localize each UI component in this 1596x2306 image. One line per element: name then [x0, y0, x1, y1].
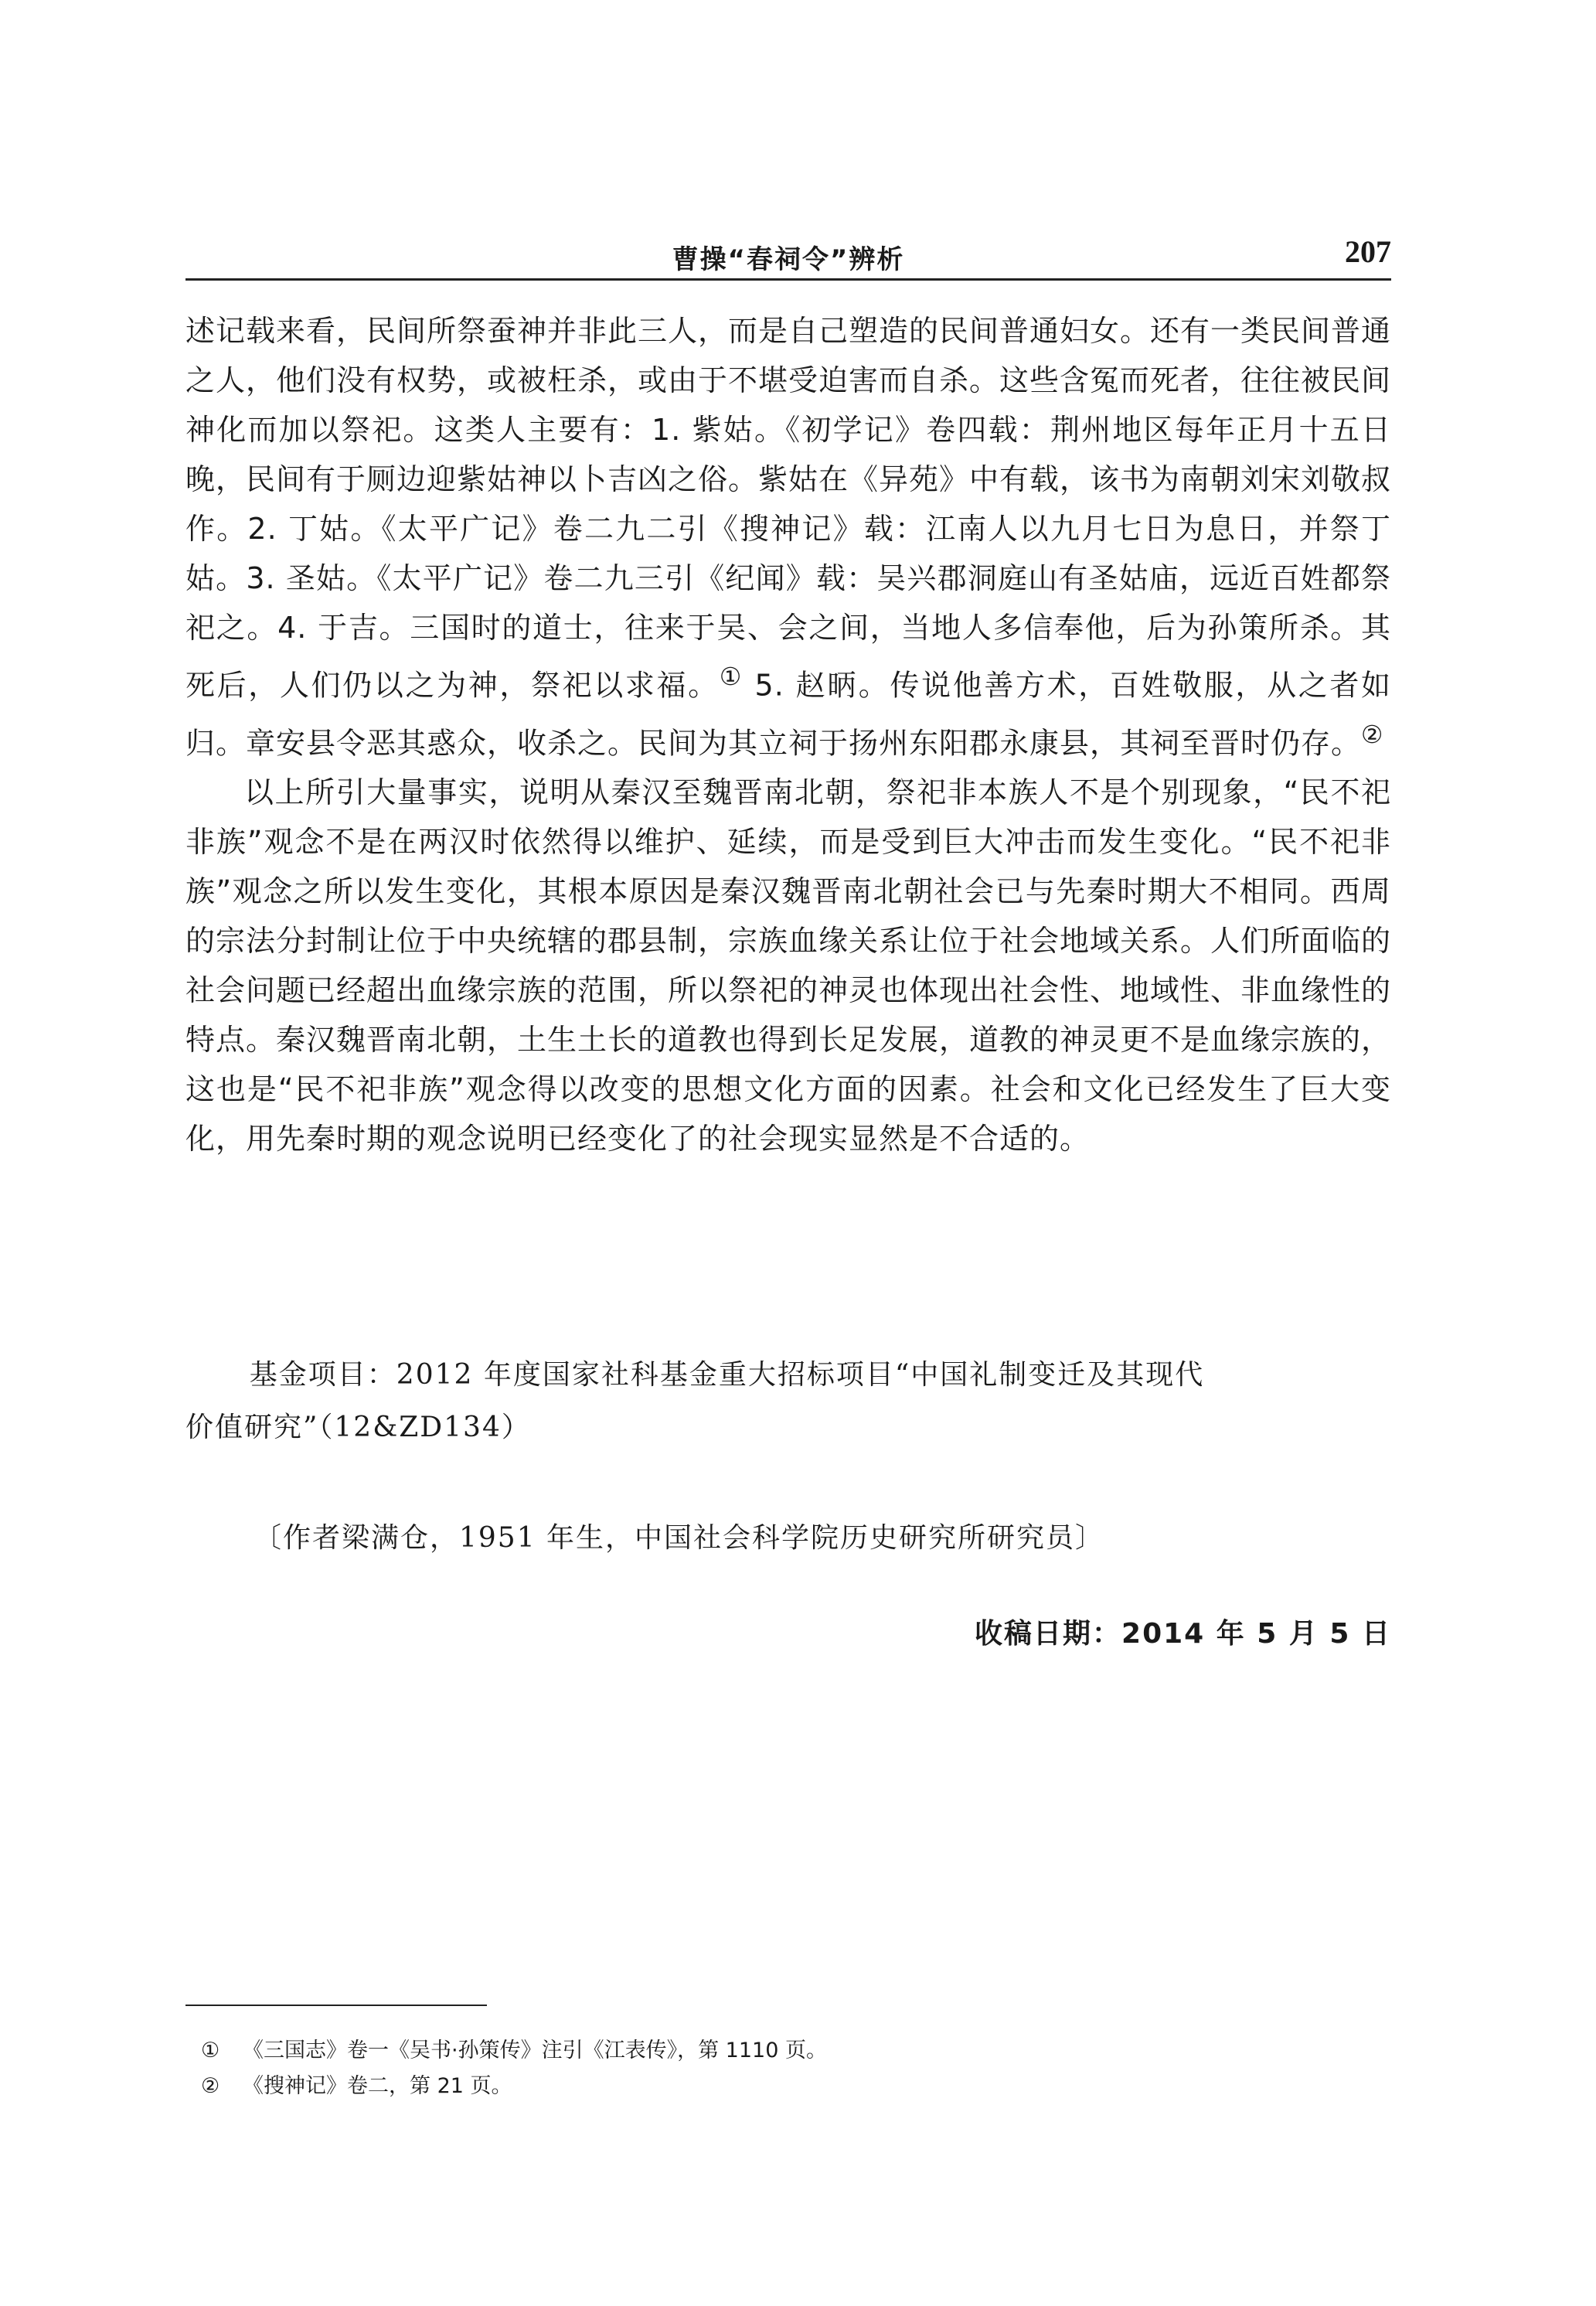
footnote-2-mark: ②: [201, 2074, 220, 2098]
fund-note-line-2: 价值研究”（12&ZD134）: [185, 1412, 531, 1443]
running-head: [185, 230, 1391, 281]
footnote-2: [201, 2069, 1360, 2104]
paragraph-1-continued: 5. 赵昞。传说他善方术，百姓敬服，从之者如归。章安县令恶其惑众，收杀之。民间为其立祠于扬州东阳郡永康县，其祠至晋时仍存。: [185, 668, 1391, 761]
footnote-1: [201, 2033, 1360, 2069]
paragraph-2: 以上所引大量事实，说明从秦汉至魏晋南北朝，祭祀非本族人不是个别现象，“民不祀非族”观念不是在两汉时依然得以维护、延续，而是受到巨大冲击而发生变化。“民不祀非族”观念之所以发生变化，其根本原因是秦汉魏晋南北朝社会已与先秦时期大不相同。西周的宗法分封制让位于中央统辖的郡县制，宗族血缘关系让位于社会地域关系。人们所面临的社会问题已经超出血缘宗族的范围，所以祭祀的神灵也体现出社会性、地域性、非血缘性的特点。秦汉魏晋南北朝，土生土长的道教也得到长足发展，道教的神灵更不是血缘宗族的，这也是“民不祀非族”观念得以改变的思想文化方面的因素。社会和文化已经发生了巨大变化，用先秦时期的观念说明已经变化了的社会现实显然是不合适的。: [185, 775, 1392, 1156]
footnote-1-text: 《三国志》卷一《吴书·孙策传》注引《江表传》，第 1110 页。: [243, 2039, 827, 2062]
footnote-2-text: 《搜神记》卷二，第 21 页。: [243, 2074, 512, 2098]
paragraph-1: [185, 306, 1391, 768]
running-title: 曹操“春祠令”辨析: [672, 244, 905, 275]
footnote-1-mark: ①: [201, 2039, 220, 2062]
footnote-divider: [185, 2005, 487, 2006]
footnote-ref-2: ②: [1361, 720, 1384, 749]
paragraph-1-text: 述记载来看，民间所祭蚕神并非此三人，而是自己塑造的民间普通妇女。还有一类民间普通之人，他们没有权势，或被枉杀，或由于不堪受迫害而自杀。这些含冤而死者，往往被民间神化而加以祭祀。这类人主要有：1. 紫姑。《初学记》卷四载：荆州地区每年正月十五日晚，民间有于厕边迎紫姑神以卜吉凶之俗。紫姑在《异苑》中有载，该书为南朝刘宋刘敬叔作。2. 丁姑。《太平广记》卷二九二引《搜神记》载：江南人以九月七日为息日，并祭丁姑。3. 圣姑。《太平广记》卷二九三引《纪闻》载：吴兴郡洞庭山有圣姑庙，远近百姓都祭祀之。4. 于吉。三国时的道士，往来于吴、会之间，当地人多信奉他，后为孙策所杀。其死后，人们仍以之为神，祭祀以求福。: [185, 314, 1392, 703]
footnote-ref-1: ①: [719, 663, 744, 691]
fund-note-line-1: 基金项目：2012 年度国家社科基金重大招标项目“中国礼制变迁及其现代: [249, 1359, 1205, 1391]
footnotes: [201, 2033, 1360, 2104]
received-date: 收稿日期：2014 年 5 月 5 日: [975, 1618, 1391, 1650]
body-text: [185, 306, 1391, 1163]
author-note: 〔作者梁满仓，1951 年生，中国社会科学院历史研究所研究员〕: [254, 1522, 1105, 1554]
page-number: 207: [1345, 234, 1391, 269]
fund-note: [185, 1349, 1391, 1454]
